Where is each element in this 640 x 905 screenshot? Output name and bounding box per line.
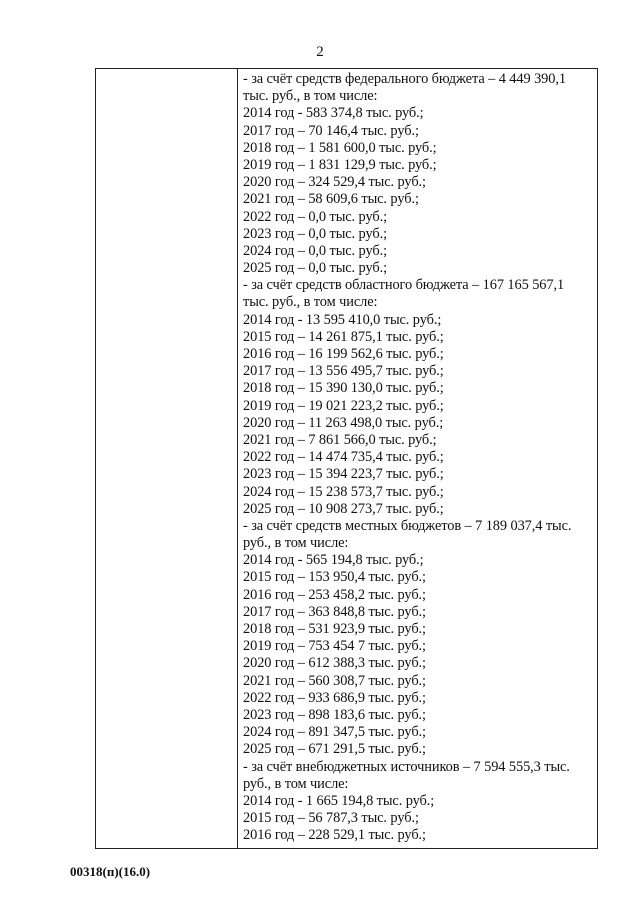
table-line: 2016 год – 16 199 562,6 тыс. руб.; (243, 346, 444, 362)
table-line: руб., в том числе: (243, 535, 349, 552)
table-line: руб., в том числе: (243, 775, 349, 792)
document-code: 00318(п)(16.0) (70, 864, 151, 879)
table-line: 2019 год – 1 831 129,9 тыс. руб.; (243, 156, 437, 173)
table-line: тыс. руб., в том числе: (243, 88, 378, 105)
table-line: 2017 год – 70 146,4 тыс. руб.; (243, 122, 419, 139)
table-line: 2021 год – 7 861 566,0 тыс. руб.; (243, 431, 437, 448)
table-line: 2017 год – 13 556 495,7 тыс. руб.; (243, 363, 444, 380)
funding-source-line: - за счёт средств местных бюджетов – 7 189 037,4 тыс. (243, 517, 572, 534)
table-line: 2022 год – 14 474 735,4 тыс. руб.; (243, 449, 444, 466)
table-line: 2014 год - 565 194,8 тыс. руб.; (243, 552, 424, 569)
table-line: 2014 год - 1 665 194,8 тыс. руб.; (243, 792, 435, 809)
table-line: 2024 год – 891 347,5 тыс. руб.; (243, 724, 426, 741)
table-line: 2015 год – 56 787,3 тыс. руб.; (243, 810, 419, 827)
table-line: 2025 год – 0,0 тыс. руб.; (243, 260, 387, 277)
table-line: 2023 год – 0,0 тыс. руб.; (243, 225, 387, 242)
funding-table (95, 68, 598, 849)
table-line: 2020 год – 324 529,4 тыс. руб.; (243, 174, 426, 191)
table-line: 2016 год – 228 529,1 тыс. руб.; (243, 827, 426, 844)
table-line: тыс. руб., в том числе: (243, 294, 378, 311)
table-line: 2021 год – 58 609,6 тыс. руб.; (243, 191, 419, 208)
table-line: 2014 год - 583 374,8 тыс. руб.; (243, 105, 424, 122)
table-line: 2024 год – 15 238 573,7 тыс. руб.; (243, 483, 444, 500)
funding-source-line: - за счёт средств федерального бюджета – 4 449 390,1 (243, 71, 566, 87)
table-line: 2025 год – 10 908 273,7 тыс. руб.; (243, 500, 444, 517)
table-line: 2024 год – 0,0 тыс. руб.; (243, 242, 387, 259)
table-line: 2014 год - 13 595 410,0 тыс. руб.; (243, 311, 442, 328)
table-line: 2015 год – 14 261 875,1 тыс. руб.; (243, 328, 444, 345)
table-line: 2018 год – 15 390 130,0 тыс. руб.; (243, 380, 444, 397)
table-line: 2025 год – 671 291,5 тыс. руб.; (243, 741, 426, 758)
table-line: 2015 год – 153 950,4 тыс. руб.; (243, 569, 426, 586)
page-number: 2 (316, 44, 324, 60)
table-line: 2023 год – 15 394 223,7 тыс. руб.; (243, 466, 444, 483)
table-left-cell (96, 69, 238, 848)
table-line: 2022 год – 933 686,9 тыс. руб.; (243, 689, 426, 706)
table-line: 2021 год – 560 308,7 тыс. руб.; (243, 672, 426, 689)
table-line: 2020 год – 612 388,3 тыс. руб.; (243, 655, 426, 672)
table-line: 2022 год – 0,0 тыс. руб.; (243, 208, 387, 225)
table-line: 2016 год – 253 458,2 тыс. руб.; (243, 586, 426, 603)
funding-source-line: - за счёт средств областного бюджета – 167 165 567,1 (243, 277, 565, 294)
table-line: 2019 год – 753 454 7 тыс. руб.; (243, 638, 426, 655)
table-line: 2018 год – 531 923,9 тыс. руб.; (243, 621, 426, 637)
table-right-cell (238, 69, 597, 848)
table-line: 2018 год – 1 581 600,0 тыс. руб.; (243, 139, 437, 156)
funding-source-line: - за счёт внебюджетных источников – 7 594 555,3 тыс. (243, 758, 570, 775)
table-line: 2019 год – 19 021 223,2 тыс. руб.; (243, 397, 444, 414)
table-line: 2020 год – 11 263 498,0 тыс. руб.; (243, 414, 444, 431)
table-line: 2023 год – 898 183,6 тыс. руб.; (243, 706, 426, 723)
table-line: 2017 год – 363 848,8 тыс. руб.; (243, 603, 426, 620)
